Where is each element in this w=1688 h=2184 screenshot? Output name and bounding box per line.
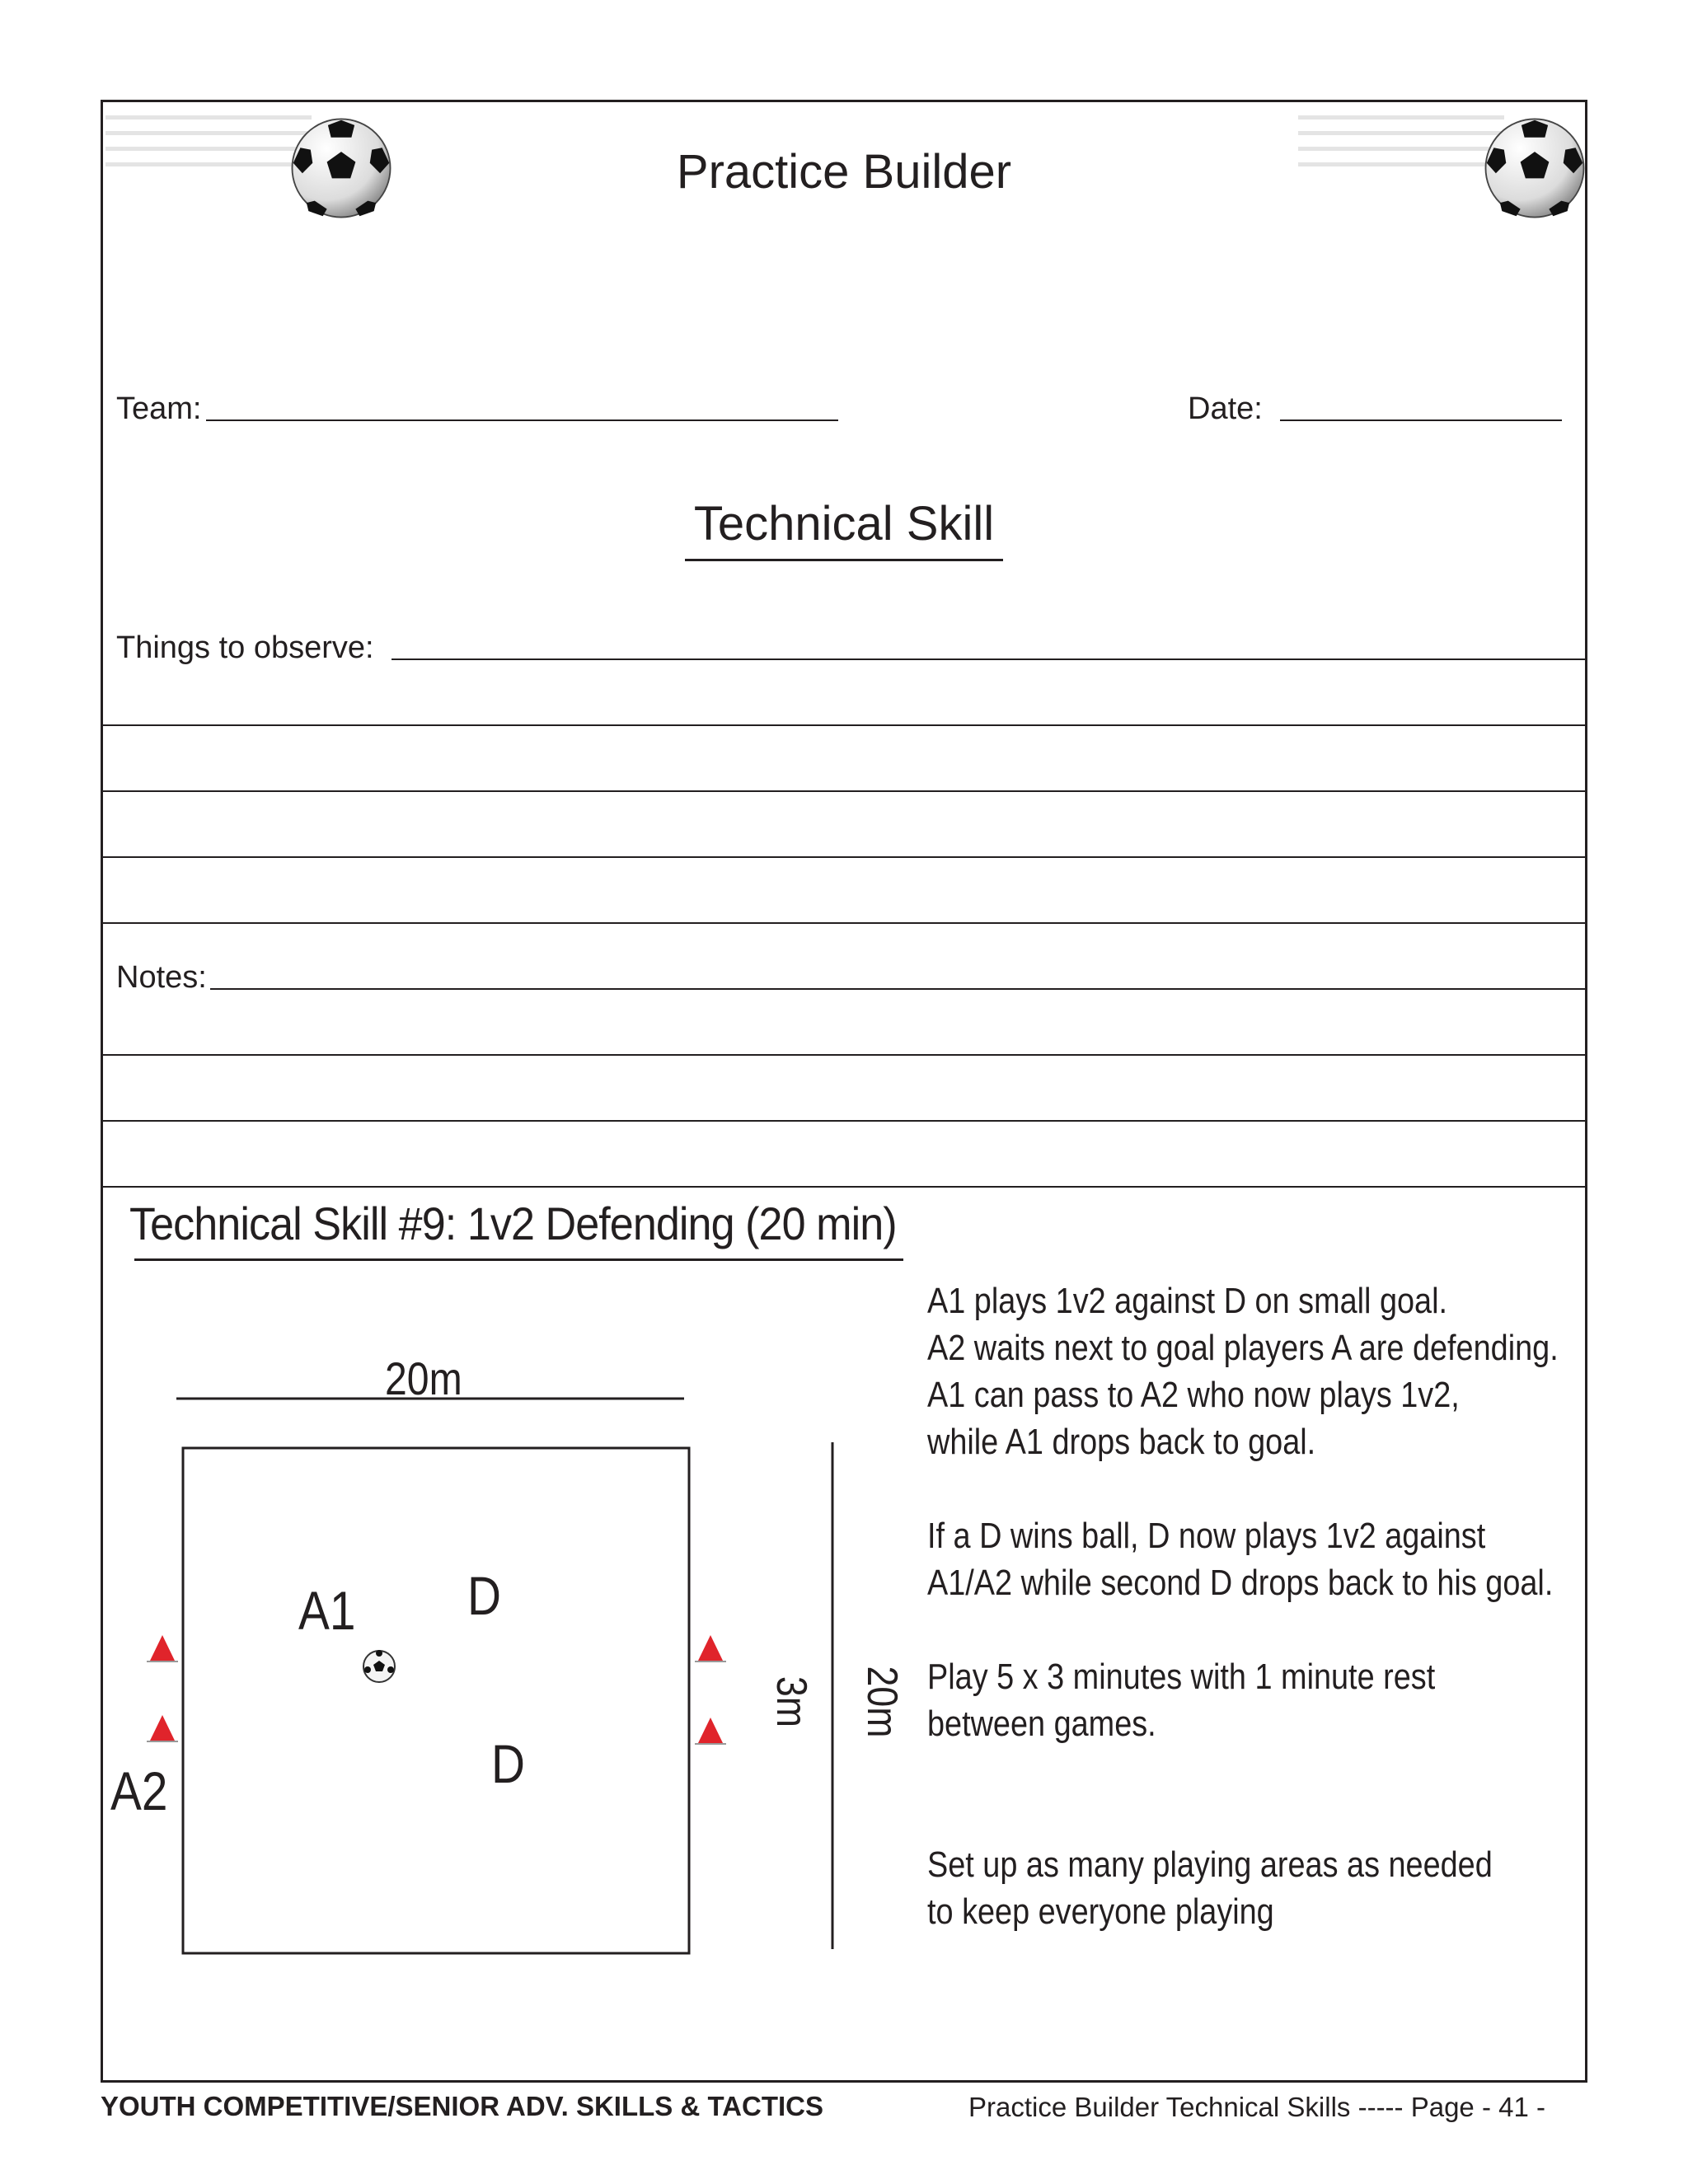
goal-width-label: 3m	[767, 1675, 815, 1728]
cone-icon	[695, 1718, 726, 1744]
footer-page-info: Practice Builder Technical Skills ----- Page - 41 -	[968, 2092, 1545, 2122]
player-d: D	[491, 1733, 525, 1794]
player-a2: A2	[110, 1760, 168, 1821]
date-label: Date:	[1188, 391, 1263, 426]
description-line: Set up as many playing areas as needed	[927, 1844, 1493, 1885]
description-line: Play 5 x 3 minutes with 1 minute rest	[927, 1657, 1436, 1697]
description-line: while A1 drops back to goal.	[927, 1422, 1316, 1462]
player-d: D	[467, 1565, 501, 1626]
description-line: A1 can pass to A2 who now plays 1v2,	[927, 1375, 1460, 1415]
description-line: A2 waits next to goal players A are defending.	[927, 1328, 1559, 1368]
description-line: between games.	[927, 1704, 1156, 1744]
playing-area	[183, 1448, 689, 1953]
team-label: Team:	[116, 391, 202, 426]
player-a1: A1	[298, 1580, 356, 1641]
section-title: Technical Skill	[693, 497, 995, 551]
cone-icon	[695, 1635, 726, 1661]
notes-label: Notes:	[116, 960, 207, 995]
cone-icon	[147, 1715, 178, 1741]
soccer-ball-icon	[363, 1650, 395, 1682]
length-label: 20m	[858, 1666, 906, 1738]
cone-icon	[147, 1635, 178, 1661]
description-line: A1 plays 1v2 against D on small goal.	[927, 1281, 1448, 1321]
width-label: 20m	[385, 1352, 462, 1404]
description-line: to keep everyone playing	[927, 1891, 1274, 1932]
description-line: A1/A2 while second D drops back to his goal.	[927, 1563, 1554, 1603]
description-line: If a D wins ball, D now plays 1v2 against	[927, 1516, 1486, 1556]
page-title: Practice Builder	[676, 145, 1012, 199]
drill-description	[927, 1277, 1559, 1935]
observe-label: Things to observe:	[116, 630, 374, 665]
drill-title: Technical Skill #9: 1v2 Defending (20 min)	[129, 1197, 897, 1249]
footer-book-title: YOUTH COMPETITIVE/SENIOR ADV. SKILLS & TACTICS	[101, 2091, 824, 2121]
